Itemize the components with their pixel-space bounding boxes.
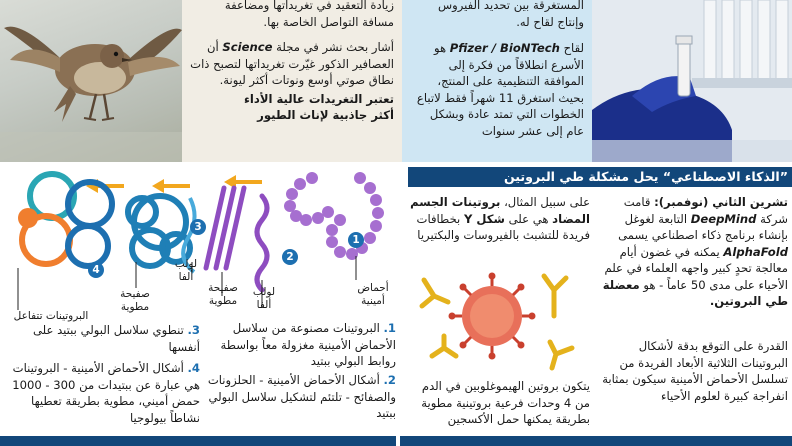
- step-2-body: أشكال الأحماض الأمينية - الحلزونات والصفائح - تلتئم لتشكيل سلاسل البولي ببتيد: [207, 373, 396, 420]
- virus-icon: [449, 273, 536, 360]
- bird-text-line1: مسافة التواصل الخاصة بها.: [263, 14, 394, 29]
- label-pleated-sheet-2: صفيحة مطوية: [208, 282, 238, 307]
- bird-paragraph: [190, 39, 394, 89]
- top-section: [0, 0, 792, 162]
- step-4-text: [4, 360, 200, 426]
- date-label: تشرين الثاني (نوفمبر):: [654, 195, 788, 209]
- step-3-text: [4, 322, 200, 355]
- prediction-paragraph: القدرة على التوقع بدقة لأشكال البروتينات الثلاثية الأبعاد الفريدة من تسلسل الأحماض الأمينية سيكون بمثابة انفراجة كبيرة لعلوم الأحياء: [602, 339, 788, 403]
- step-3-number: 3.: [187, 323, 200, 337]
- vaccine-text-line0: المستغرقة بين تحديد الفيروس: [437, 0, 584, 12]
- section-title: ”الذكاء الاصطناعي“ يحل مشكلة طي البروتين: [503, 169, 788, 184]
- hemoglobin-paragraph: يتكون بروتين الهيموغلوبين في الدم من 4 وحدات فرعية بروتينية مطوية بطريقة يمكنها حمل الأكسجين: [421, 379, 590, 426]
- step-badge-3: 3: [190, 219, 206, 235]
- lab-photo: [592, 0, 792, 162]
- deepmind-brand: DeepMind: [690, 211, 757, 226]
- step-badge-1: 1: [348, 232, 364, 248]
- bird-bold-line1: تعتبر التغريدات عالية الأداء: [243, 91, 394, 106]
- y-shape-bold: شكل Y: [463, 211, 505, 226]
- vaccine-paragraph: [410, 40, 584, 139]
- label-pleated-sheet-3: صفيحة مطوية: [120, 288, 150, 313]
- amino-acid-chain: [284, 172, 384, 260]
- antibody-bold: بروتينات الجسم المضاد: [410, 195, 590, 226]
- label-helix-alpha-2: لولب ألفا: [252, 286, 276, 311]
- antibody-paragraph: [404, 194, 590, 244]
- step-4-body: أشكال الأحماض الأمينية - البروتينات هي عبارة عن ببتيدات من 300 - 1000 حمض أميني، مطوية بطريقة تعطيها نشاطاً بيولوجيا: [12, 361, 200, 425]
- sparrow-illustration: [0, 0, 182, 162]
- bird-bold-line2: أكثر جاذبية لإناث الطيور: [257, 108, 394, 122]
- step-badge-4: 4: [88, 262, 104, 278]
- science-journal: Science: [222, 40, 273, 54]
- protein-folding-problem: معضلة طي البروتين.: [602, 277, 788, 308]
- bird-text-column: [182, 0, 402, 162]
- footer-bar-left: [0, 436, 396, 446]
- tertiary-structure: [128, 196, 190, 266]
- footer-bar-right: [400, 436, 792, 446]
- bird-para-rest: أن العصافير الذكور غيّرت تغريداتها لتصبح ذات نطاق صوتي أوسع ونوتات أكثر ليونة.: [190, 40, 394, 87]
- vaccine-para-prefix: لقاح: [563, 41, 584, 55]
- step-1-text: [206, 320, 396, 370]
- step-1-body: البروتينات مصنوعة من سلاسل الأحماض الأمينية مغزولة معاً بواسطة روابط البولي ببتيد: [220, 321, 396, 368]
- step-2-number: 2.: [383, 373, 396, 387]
- step-2-text: [206, 372, 396, 422]
- virus-antibody-illustration: [404, 256, 594, 376]
- label-proteins-interact: البروتينات تتفاعل: [13, 310, 89, 322]
- deepmind-text-b: التابعة لغوغل بإنشاء برنامج ذكاء اصطناعي يسمى: [618, 211, 788, 242]
- deepmind-paragraph: [598, 194, 788, 310]
- vaccine-para-suffix: هو: [433, 41, 447, 55]
- vaccine-vials-illustration: [592, 0, 792, 162]
- step-1-number: 1.: [383, 321, 396, 335]
- bird-photo: [0, 0, 182, 162]
- alphafold-brand: AlphaFold: [723, 244, 788, 259]
- deepmind-text-c: يمكنه في غضون أيام معالجة تحدٍ كبير واجهه العلماء في علم الأحياء على مدى 50 عاماً - هو: [604, 244, 788, 292]
- label-amino-acids: أحماض أمينية: [357, 282, 389, 307]
- pfizer-brand: Pfizer / BioNTech: [449, 41, 560, 55]
- vaccine-para-rest: الأسرع انطلاقاً من فكرة إلى الموافقة التنظيمية على المنتج، بحيث استغرق 11 شهراً فقط لاتباع الخطوات التي تمتد عادة وبشكل عام إلى عشر سنوات: [416, 57, 584, 138]
- vaccine-text-line1: وإنتاج لقاح له.: [516, 14, 584, 29]
- helix-sheet-stage: [206, 188, 267, 290]
- deepmind-text-a: قامت شركة: [623, 195, 788, 226]
- bird-para-prefix: أشار بحث نشر في مجلة: [276, 40, 394, 54]
- step-badge-2: 2: [282, 249, 298, 265]
- antibody-text-a: على سبيل المثال،: [504, 195, 590, 209]
- step-3-body: تنطوي سلاسل البولي ببتيد على أنفسها: [32, 323, 200, 354]
- bird-text-line0: زيادة التعقيد في تغريداتها ومضاعفة: [224, 0, 394, 12]
- label-helix-alpha-3: لولب ألفا: [174, 258, 198, 283]
- step-4-number: 4.: [187, 361, 200, 375]
- vaccine-text-column: [402, 0, 592, 162]
- antibody-text-c: بخطافات فريدة للتشبث بالفيروسات والبكتيريا: [416, 211, 590, 242]
- antibody-text-b: هي على: [508, 211, 549, 226]
